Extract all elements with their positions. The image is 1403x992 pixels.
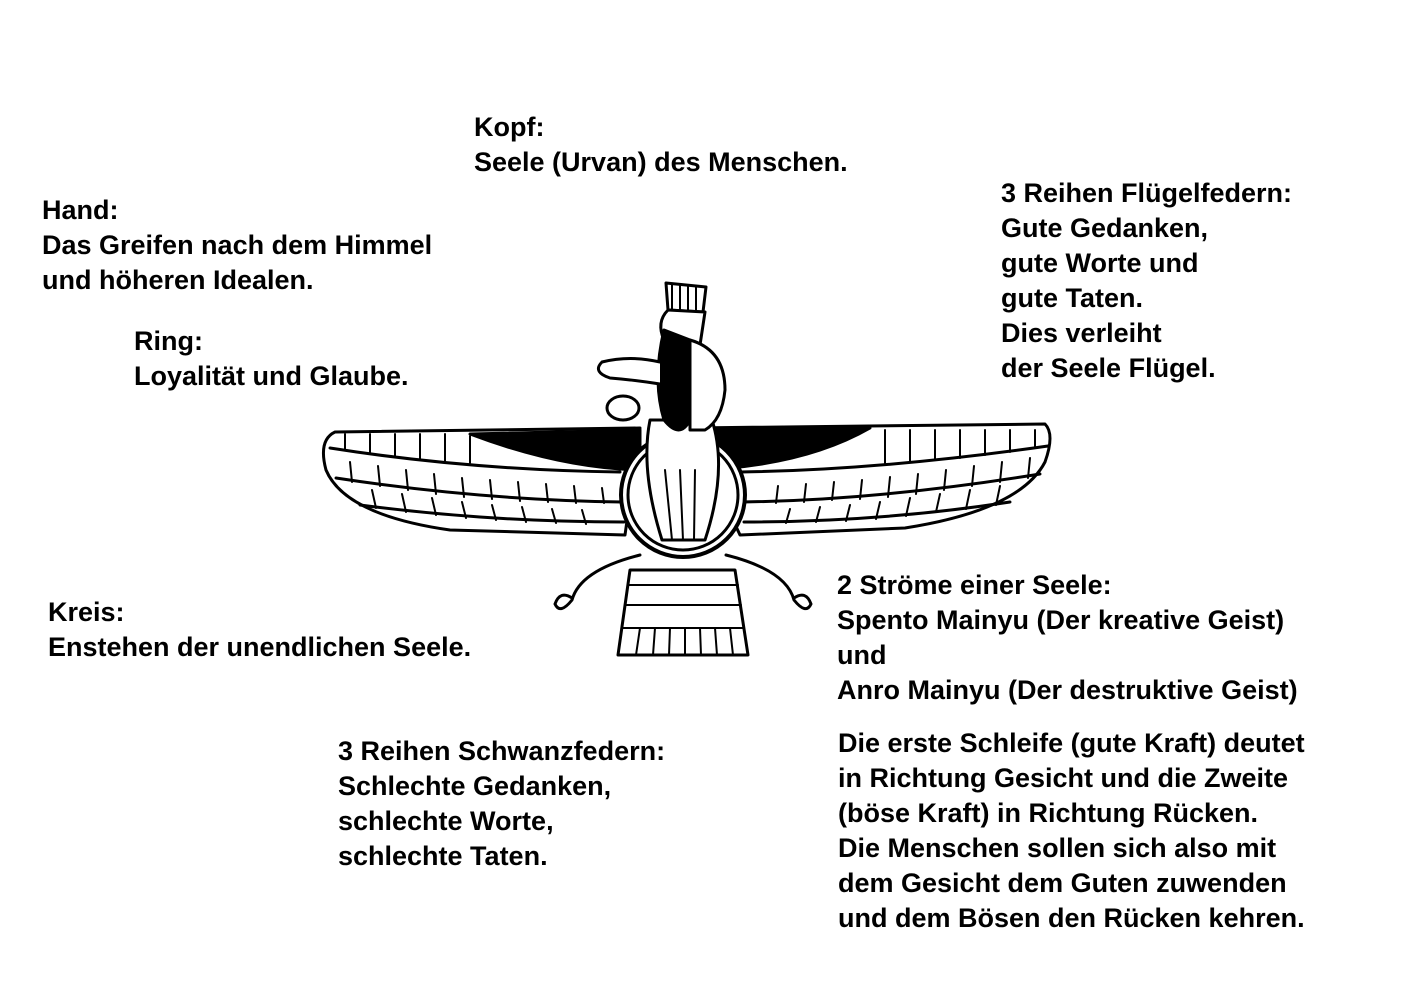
label-kreis-text: Enstehen der unendlichen Seele. <box>48 632 472 662</box>
faravahar-figure <box>300 270 1060 670</box>
label-fluegel-text-5: der Seele Flügel. <box>1001 353 1216 383</box>
beard <box>658 330 690 430</box>
label-fluegel-title: 3 Reihen Flügelfedern: <box>1001 178 1293 208</box>
label-fluegel-text-4: Dies verleiht <box>1001 318 1162 348</box>
upper-body <box>690 340 725 430</box>
label-hand-text-1: Das Greifen nach dem Himmel <box>42 230 433 260</box>
label-hand-text-2: und höheren Idealen. <box>42 265 314 295</box>
label-schwanz-title: 3 Reihen Schwanzfedern: <box>338 736 666 766</box>
label-hand-title: Hand: <box>42 195 119 225</box>
label-kopf-title: Kopf: <box>474 112 545 142</box>
label-kreis-title: Kreis: <box>48 597 125 627</box>
label-schleife-text-3: (böse Kraft) in Richtung Rücken. <box>838 798 1259 828</box>
label-kopf-text: Seele (Urvan) des Menschen. <box>474 147 848 177</box>
label-fluegel-text-3: gute Taten. <box>1001 283 1144 313</box>
label-stroeme-text-3: Anro Mainyu (Der destruktive Geist) <box>837 675 1298 705</box>
label-schleife-text-6: und dem Bösen den Rücken kehren. <box>838 903 1305 933</box>
label-schwanz-text-3: schlechte Taten. <box>338 841 548 871</box>
label-schleife <box>838 726 1305 936</box>
label-schleife-text-5: dem Gesicht dem Guten zuwenden <box>838 868 1287 898</box>
label-schleife-text-1: Die erste Schleife (gute Kraft) deutet <box>838 728 1305 758</box>
hand-ring <box>607 396 639 420</box>
label-ring-title: Ring: <box>134 326 203 356</box>
label-ring-text: Loyalität und Glaube. <box>134 361 409 391</box>
label-schwanz-text-1: Schlechte Gedanken, <box>338 771 612 801</box>
label-fluegel-text-1: Gute Gedanken, <box>1001 213 1209 243</box>
label-stroeme-title: 2 Ströme einer Seele: <box>837 570 1112 600</box>
label-schwanz-text-2: schlechte Worte, <box>338 806 554 836</box>
label-stroeme-text-2: und <box>837 640 887 670</box>
label-fluegel-text-2: gute Worte und <box>1001 248 1199 278</box>
label-stroeme-text-1: Spento Mainyu (Der kreative Geist) <box>837 605 1285 635</box>
label-schleife-text-2: in Richtung Gesicht und die Zweite <box>838 763 1289 793</box>
label-kopf <box>474 110 848 180</box>
label-schwanzfedern <box>338 734 665 874</box>
raised-hand <box>598 359 660 385</box>
label-schleife-text-4: Die Menschen sollen sich also mit <box>838 833 1277 863</box>
